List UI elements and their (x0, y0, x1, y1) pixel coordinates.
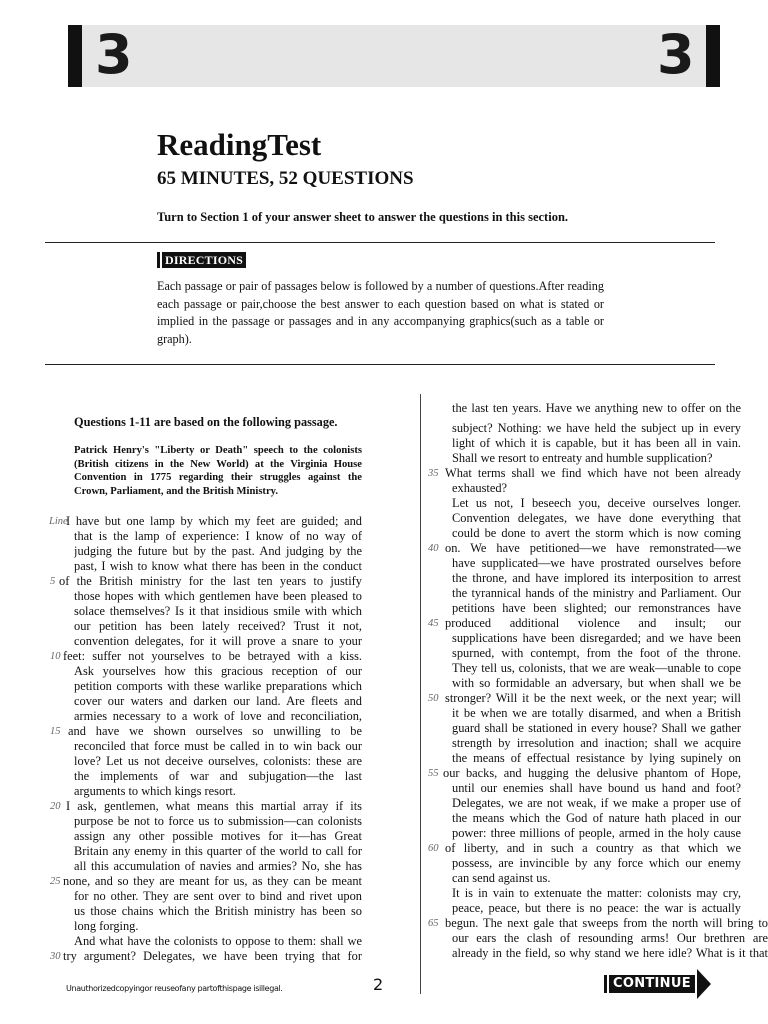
passage-line: What terms shall we find which have not been already (445, 466, 741, 480)
line-number-marker: 50 (428, 693, 439, 704)
divider-bottom (45, 364, 715, 365)
continue-button[interactable] (604, 968, 711, 1000)
line-number-marker: Line (49, 516, 68, 527)
section-number-right: 3 (657, 23, 695, 86)
passage-line: of liberty, and in such a country as that which we (445, 841, 741, 855)
passage-line: the implements of war and subjugation—the last (74, 769, 362, 783)
line-number-marker: 45 (428, 618, 439, 629)
passage-line: I ask, gentlemen, what means this martial array if its (66, 799, 362, 813)
passage-line: subject? Nothing: we have held the subject up in every (452, 421, 741, 435)
passage-line: petitions have been slighted; our remonstrances have (452, 601, 741, 615)
passage-line: long forging. (74, 919, 139, 933)
passage-line: can send against us. (452, 871, 551, 885)
passage-line: It is in vain to extenuate the matter: colonists may cry, (452, 886, 741, 900)
continue-badge-tick (604, 975, 607, 993)
passage-line: power: three millions of people, armed in the holy cause (452, 826, 741, 840)
passage-line: convention delegates, for it will prove a snare to your (74, 634, 362, 648)
passage-line: Let us not, I beseech you, deceive ourselves longer. (452, 496, 741, 510)
passage-line: could be done to avert the storm which is now coming (452, 526, 741, 540)
passage-line: all this accumulation of navies and armies? No, she has (74, 859, 362, 873)
section-instruction: Turn to Section 1 of your answer sheet to answer the questions in this section. (157, 210, 569, 224)
passage-line: They tell us, colonists, that we are weak—unable to cope (452, 661, 741, 675)
passage-line: it be when we are totally disarmed, and when a British (452, 706, 741, 720)
passage-line: purpose be not to force us to submission—can colonists (74, 814, 362, 828)
passage-line: for no other. They are sent over to bind and rivet upon (74, 889, 362, 903)
passage-line: produced additional violence and insult; our (445, 616, 741, 630)
passage-line: And what have the colonists to oppose to them: shall we (74, 934, 362, 948)
passage-line: already in the field, so why stand we here idle? What is it that (452, 946, 768, 960)
passage-line: past, I wish to know what there has been in the conduct (74, 559, 362, 573)
passage-line: Shall we resort to entreaty and humble supplication? (452, 451, 713, 465)
passage-line: love? Let us not deceive ourselves, colonists: these are (74, 754, 362, 768)
directions-badge-tick (157, 252, 160, 268)
passage-line: exhausted? (452, 481, 508, 495)
arrow-right-icon (697, 969, 711, 999)
passage-intro: Patrick Henry's "Liberty or Death" speech to the colonists (British citizens in the New World) at the Virginia House Convention in 1775 regarding their struggles against the Crown, Parliament, and the British Ministry. (74, 445, 362, 498)
passage-line: have supplicated—we have prostrated ourselves before (452, 556, 741, 570)
passage-line: that is the lamp of experience: I know of no way of (74, 529, 362, 543)
passage-line: possess, are invincible by any force which our enemy (452, 856, 741, 870)
column-divider (420, 394, 421, 994)
section-number-left: 3 (95, 23, 133, 86)
passage-line: the last ten years. Have we anything new to offer on the (452, 401, 741, 415)
passage-line: light of which it is capable, but it has been all in vain. (452, 436, 741, 450)
passage-line: supplications have been disregarded; and we have been (452, 631, 741, 645)
line-number-marker: 65 (428, 918, 439, 929)
header-right-bar (706, 25, 720, 87)
passage-line: cover our waters and darken our land. Are fleets and (74, 694, 362, 708)
passage-line: those hopes with which gentlemen have been pleased to (74, 589, 362, 603)
line-number-marker: 15 (50, 726, 61, 737)
passage-line: stronger? Will it be the next week, or the next year; will (445, 691, 741, 705)
line-number-marker: 35 (428, 468, 439, 479)
passage-line: our petition has been lately received? Trust it not, (74, 619, 362, 633)
passage-line: none, and so they are meant for us, as they can be meant (63, 874, 362, 888)
passage-line: us those chains which the British ministry has been so (74, 904, 362, 918)
copyright-notice: Unauthorizedcopyingor reuseofany partofthispage isillegal. (66, 984, 283, 993)
header-left-bar (68, 25, 82, 87)
passage-line: with so formidable an adversary, but when shall we be (452, 676, 741, 690)
passage-line: the means of effectual resistance by lying supinely on (452, 751, 741, 765)
passage-line: guard shall be stationed in every house? Shall we gather (452, 721, 741, 735)
passage-line: the throne, and have implored its interposition to arrest (452, 571, 741, 585)
passage-line: arguments to which kings resort. (74, 784, 236, 798)
divider-top (45, 242, 715, 243)
passage-line: try argument? Delegates, we have been trying that for (63, 949, 362, 963)
passage-line: peace, peace, but there is no peace: the war is actually (452, 901, 741, 915)
passage-line: assign any other possible motives for it—has Great (74, 829, 362, 843)
line-number-marker: 60 (428, 843, 439, 854)
passage-line: feet: suffer not yourselves to be betrayed with a kiss. (63, 649, 362, 663)
line-number-marker: 25 (50, 876, 61, 887)
passage-line: reconciled that force must be called in to win back our (74, 739, 362, 753)
passage-line: the means which the God of nature hath placed in our (452, 811, 741, 825)
directions-badge (157, 252, 246, 268)
line-number-marker: 30 (50, 951, 61, 962)
passage-line: spurned, with contempt, from the foot of the throne. (452, 646, 741, 660)
passage-line: judging the future but by the past. And judging by the (74, 544, 362, 558)
passage-line: solace themselves? Is it that insidious smile with which (74, 604, 362, 618)
passage-line: our ears the clash of resounding arms! Our brethren are (452, 931, 768, 945)
line-number-marker: 10 (50, 651, 61, 662)
page-title: ReadingTest (157, 127, 322, 162)
passage-line: Ask yourselves how this gracious reception of our (74, 664, 362, 678)
passage-line: I have but one lamp by which my feet are guided; and (66, 514, 362, 528)
line-number-marker: 20 (50, 801, 61, 812)
page-subtitle: 65 MINUTES, 52 QUESTIONS (157, 168, 414, 189)
passage-line: the tyrannical hands of the ministry and Parliament. Our (452, 586, 741, 600)
continue-label: CONTINUE (609, 975, 695, 993)
passage-line: petition comports with these warlike preparations which (74, 679, 362, 693)
passage-line: our backs, and hugging the delusive phantom of Hope, (443, 766, 741, 780)
passage-line: begun. The next gale that sweeps from the north will bring to (445, 916, 768, 930)
passage-line: of the British ministry for the last ten years to justify (59, 574, 362, 588)
section-header-band (68, 25, 720, 87)
line-number-marker: 5 (50, 576, 56, 587)
questions-intro: Questions 1-11 are based on the following passage. (74, 415, 338, 429)
passage-line: Convention delegates, we have done everything that (452, 511, 741, 525)
line-number-marker: 55 (428, 768, 439, 779)
passage-line: until our enemies shall have bound us hand and foot? (452, 781, 741, 795)
directions-label: DIRECTIONS (162, 252, 246, 268)
page-number: 2 (373, 975, 384, 994)
passage-line: on. We have petitioned—we have remonstrated—we (445, 541, 741, 555)
passage-line: strength by irresolution and inaction; shall we acquire (452, 736, 741, 750)
directions-text: Each passage or pair of passages below is followed by a number of questions.After reading each passage or pair,choose the best answer to each question based on what is stated or implied in the passage or passages and in any accompanying graphics(such as a table or graph). (157, 279, 604, 346)
line-number-marker: 40 (428, 543, 439, 554)
passage-line: Britain any enemy in this quarter of the world to call for (74, 844, 362, 858)
passage-line: armies necessary to a work of love and reconciliation, (74, 709, 362, 723)
passage-line: and have we shown ourselves so unwilling to be (68, 724, 362, 738)
passage-line: Delegates, we are not weak, if we make a proper use of (452, 796, 741, 810)
